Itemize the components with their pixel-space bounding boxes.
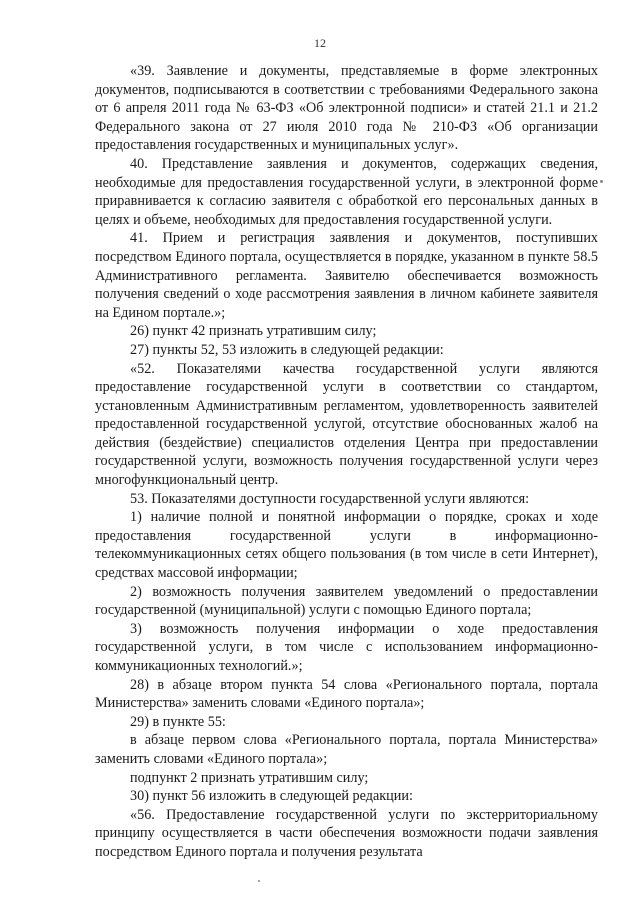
subitem-1: 1) наличие полной и понятной информации о порядке, сроках и ходе предоставления государственной услуги в информационно-телекоммуникационных сетях общего пользования (в том числе в сети Интернет), средствах массовой информации; [95,509,598,582]
subitem-2: 2) возможность получения заявителем уведомлений о предоставлении государственной (муниципальной) услуги с помощью Единого портала; [95,583,598,619]
paragraph-41: 41. Прием и регистрация заявления и документов, поступивших посредством Единого портала, осуществляется в порядке, указанном в пункте 58.5 Административного регламента. Заявителю обеспечивается возможность получения сведений о ходе рассмотрения заявления в личном кабинете заявителя на Едином портале.»; [95,230,598,321]
page-number: 12 [314,36,326,50]
item-30: 30) пункт 56 изложить в следующей редакции: [130,788,413,805]
paragraph-40: 40. Представление заявления и документов, содержащих сведения, необходимые для предоставления государственной услуги, в электронной форме приравнивается к согласию заявителя с обработкой его персональных данных в целях и объеме, необходимых для предоставления государственной услуги. [95,155,598,228]
scan-speck [600,180,603,183]
scan-speck [258,880,260,882]
item-29: 29) в пункте 55: [130,713,226,730]
document-body [95,62,598,862]
item-29-first-paragraph: в абзаце первом слова «Регионального портала, портала Министерства» заменить словами «Единого портала»; [95,732,598,767]
paragraph-39: «39. Заявление и документы, представляемые в форме электронных документов, подписываются в соответствии с требованиями Федерального закона от 6 апреля 2011 года № 63-ФЗ «Об электронной подписи» и статей 21.1 и 21.2 Федерального закона от 27 июля 2010 года № 210-ФЗ «Об организации предоставления государственных и муниципальных услуг». [95,63,598,154]
item-29-subpoint-2: подпункт 2 признать утратившим силу; [130,769,369,786]
paragraph-52: «52. Показателями качества государственной услуги являются предоставление государственной услуги в соответствии со стандартом, установленным Административным регламентом, удовлетворенность заявителей предоставленной государственной услугой, отсутствие обоснованных жалоб на действия (бездействие) специалистов отделения Центра при предоставлении государственной услуги, возможность получения государственной услуги через многофункциональный центр. [95,360,598,489]
subitem-3: 3) возможность получения информации о ходе предоставления государственной услуги, в том числе с использованием информационно-коммуникационных технологий.»; [95,620,598,674]
item-27: 27) пункты 52, 53 изложить в следующей редакции: [130,341,444,358]
paragraph-56: «56. Предоставление государственной услуги по экстерриториальному принципу осуществляется в части обеспечения возможности подачи заявления посредством Единого портала и получения результата [95,806,598,860]
item-26: 26) пункт 42 признать утратившим силу; [130,323,377,340]
paragraph-53: 53. Показателями доступности государственной услуги являются: [130,490,530,507]
item-28: 28) в абзаце втором пункта 54 слова «Регионального портала, портала Министерства» заменить словами «Единого портала»; [95,676,598,712]
